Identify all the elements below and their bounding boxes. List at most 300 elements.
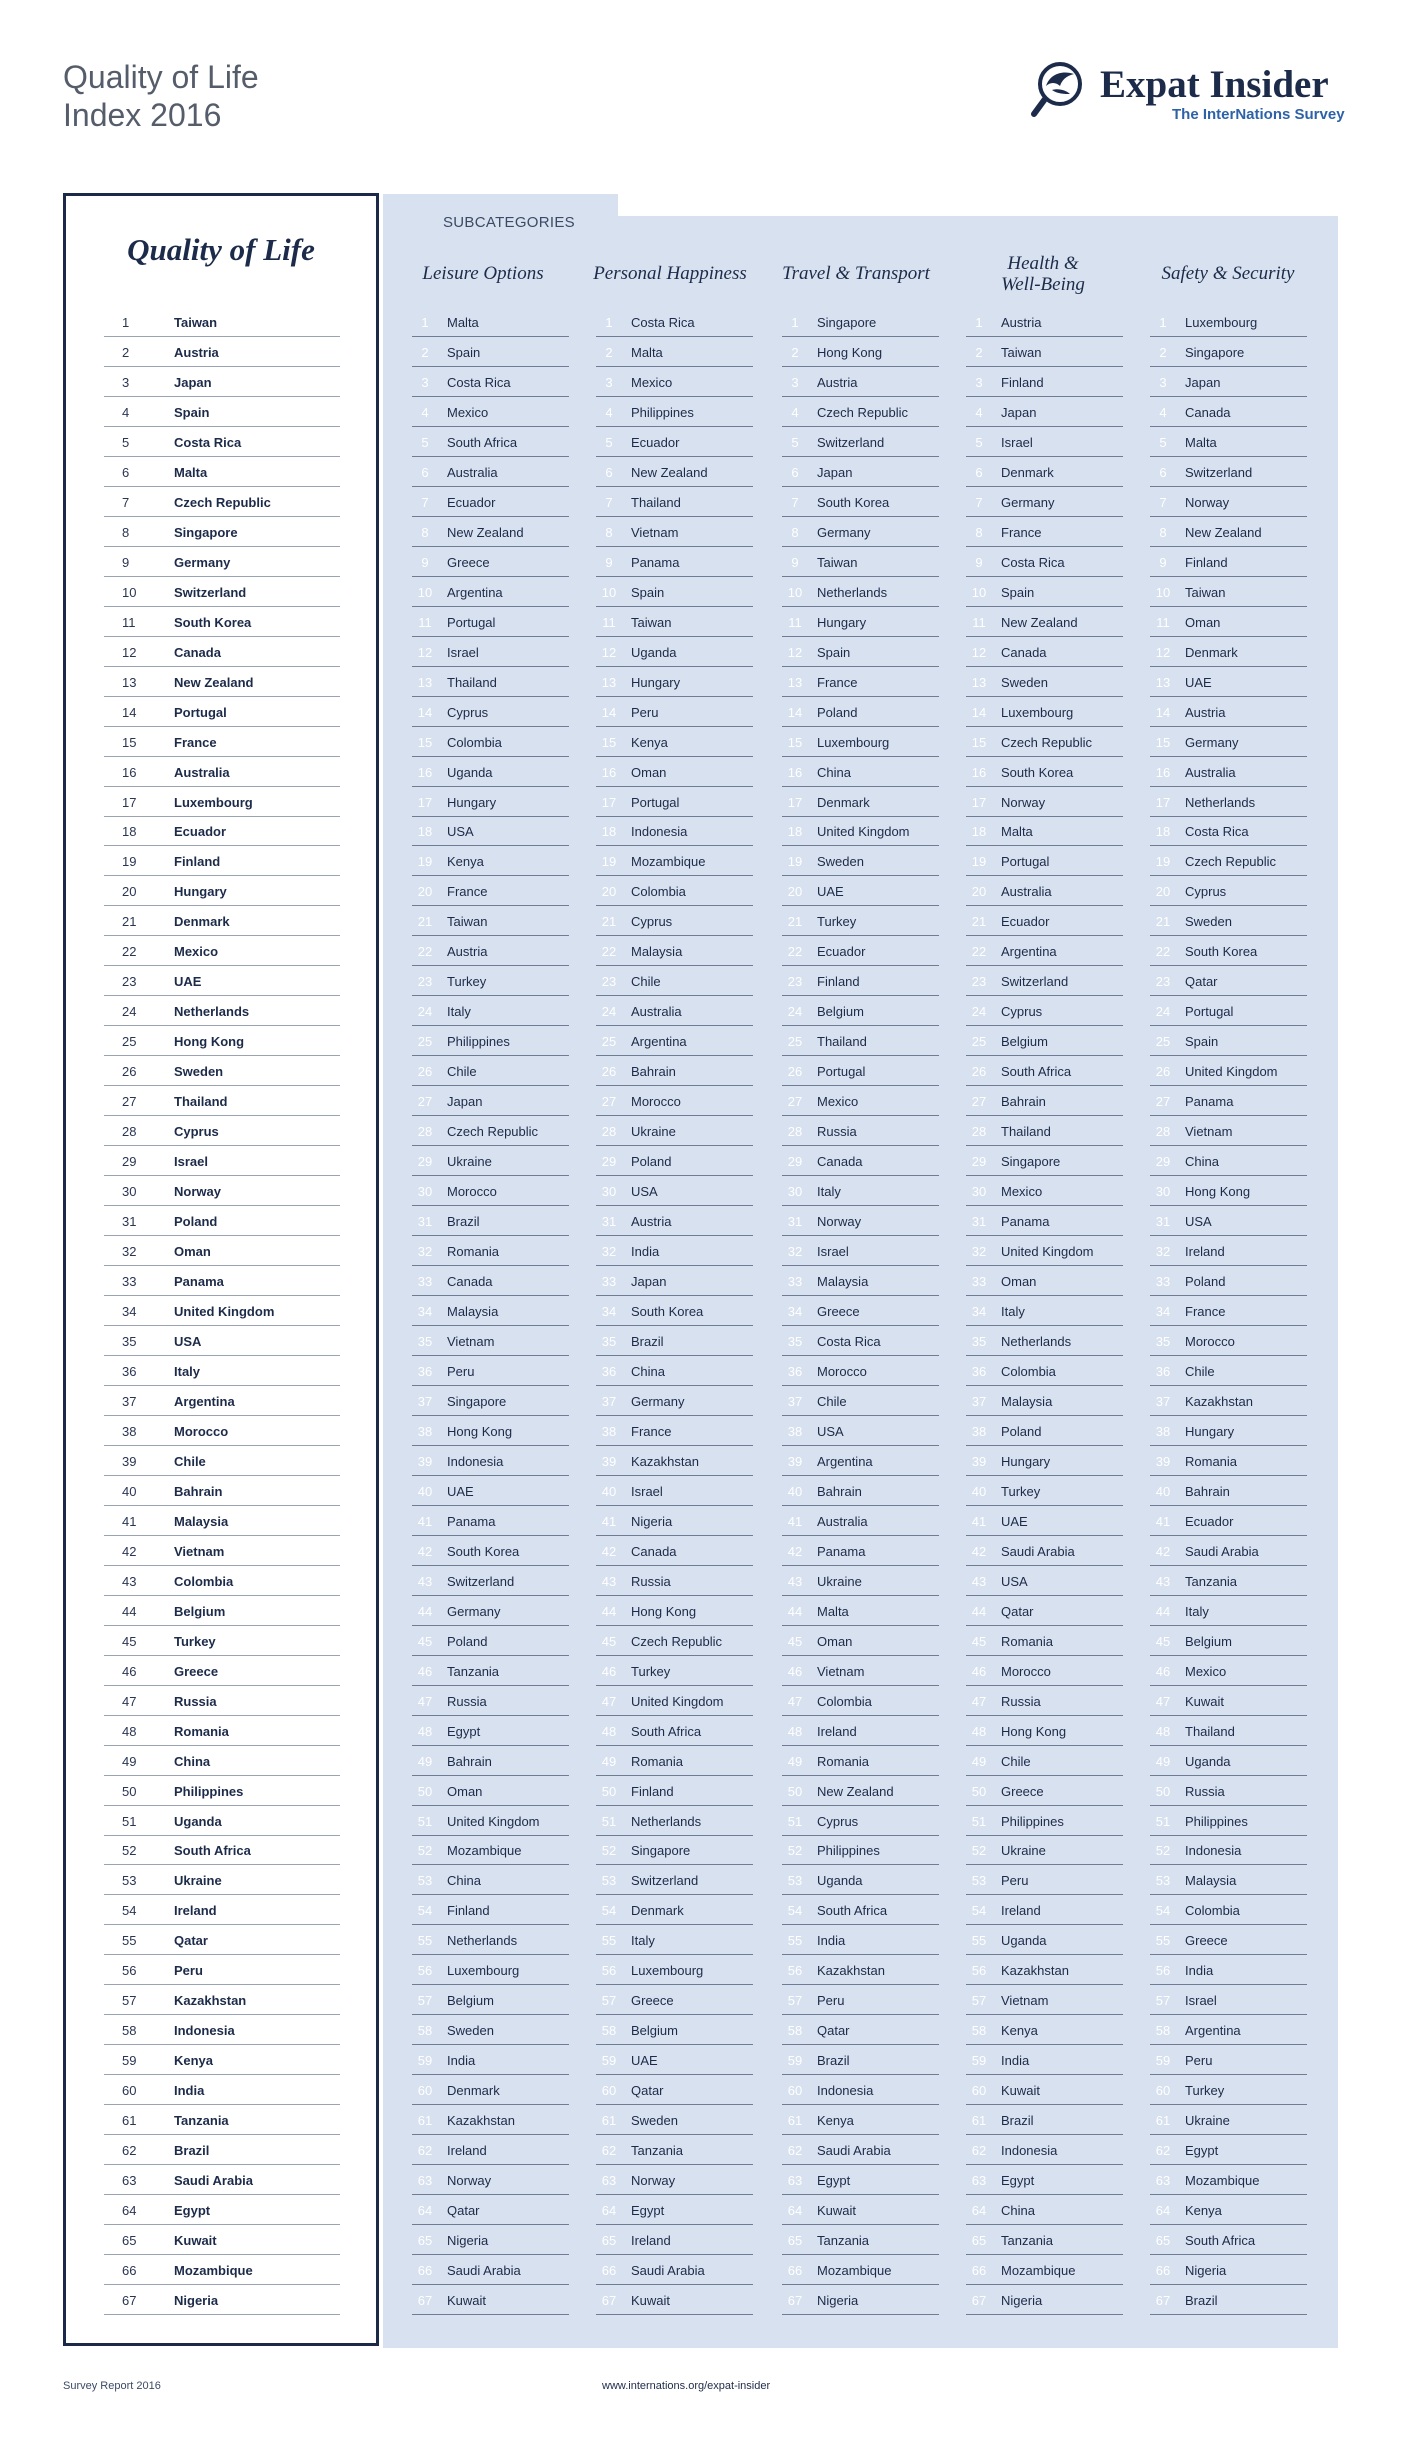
brand-subtitle: The InterNations Survey — [1172, 106, 1345, 123]
country-name: Egypt — [631, 2203, 665, 2219]
rank-number: 48 — [601, 1723, 617, 1739]
subcategory-row — [966, 398, 1123, 427]
rank-number: 48 — [787, 1723, 803, 1739]
country-name: Canada — [817, 1154, 863, 1170]
country-name: Saudi Arabia — [631, 2263, 705, 2279]
subcategory-row — [596, 758, 753, 787]
country-name: Morocco — [817, 1363, 867, 1379]
rank-number: 27 — [1155, 1094, 1171, 1110]
rank-number: 6 — [122, 464, 130, 480]
country-name: Mozambique — [1001, 2263, 1076, 2279]
rank-number: 3 — [791, 374, 799, 390]
subcategory-row — [1150, 2166, 1307, 2195]
rank-number: 54 — [1155, 1903, 1171, 1919]
subcategory-row — [782, 1177, 939, 1206]
subcategory-row — [1150, 338, 1307, 367]
main-ranking-row — [104, 1896, 340, 1925]
subcategory-title-line: Leisure Options — [422, 263, 544, 284]
country-name: Italy — [174, 1363, 201, 1379]
subcategory-row — [966, 877, 1123, 906]
main-ranking-row — [104, 1657, 340, 1686]
rank-number: 62 — [122, 2143, 137, 2159]
rank-number: 43 — [787, 1573, 803, 1589]
main-ranking-row — [104, 1836, 340, 1865]
subcategory-row — [966, 2076, 1123, 2105]
country-name: Sweden — [631, 2113, 678, 2129]
rank-number: 50 — [122, 1783, 137, 1799]
main-ranking-row — [104, 788, 340, 817]
rank-number: 20 — [1155, 884, 1171, 900]
country-name: Colombia — [631, 884, 686, 900]
country-name: Mexico — [817, 1094, 859, 1110]
rank-number: 43 — [122, 1573, 137, 1589]
country-name: UAE — [1001, 1513, 1028, 1529]
rank-number: 48 — [971, 1723, 987, 1739]
country-name: Brazil — [631, 1333, 664, 1349]
country-name: Tanzania — [631, 2143, 684, 2159]
subcategory-row — [596, 2046, 753, 2075]
main-ranking-row — [104, 1926, 340, 1955]
country-name: Hong Kong — [447, 1423, 513, 1439]
rank-number: 55 — [787, 1933, 803, 1949]
rank-number: 2 — [975, 344, 983, 360]
country-name: Japan — [817, 464, 853, 480]
country-name: Germany — [174, 554, 231, 570]
subcategory-row — [412, 847, 569, 876]
country-name: Israel — [174, 1154, 208, 1170]
rank-number: 57 — [601, 1993, 617, 2009]
country-name: Hong Kong — [174, 1034, 245, 1050]
subcategory-row — [966, 1627, 1123, 1656]
subcategory-row — [782, 1926, 939, 1955]
country-name: Peru — [174, 1963, 203, 1979]
rank-number: 45 — [601, 1633, 617, 1649]
rank-number: 29 — [122, 1154, 137, 1170]
subcategory-row — [596, 1297, 753, 1326]
country-name: Oman — [1001, 1274, 1037, 1290]
subcategory-row — [966, 1147, 1123, 1176]
subcategory-row — [596, 877, 753, 906]
subcategory-row — [1150, 1836, 1307, 1865]
rank-number: 60 — [601, 2083, 617, 2099]
main-ranking-row — [104, 1057, 340, 1086]
rank-number: 22 — [417, 944, 433, 960]
country-name: Czech Republic — [174, 494, 271, 510]
main-ranking-row — [104, 1387, 340, 1416]
country-name: Australia — [817, 1513, 868, 1529]
rank-number: 23 — [417, 974, 433, 990]
rank-number: 52 — [787, 1843, 803, 1859]
rank-number: 26 — [1155, 1064, 1171, 1080]
country-name: Luxembourg — [1185, 315, 1258, 330]
country-name: Taiwan — [631, 614, 672, 630]
rank-number: 10 — [601, 584, 617, 600]
subcategory-row — [596, 398, 753, 427]
subcategory-row — [966, 1687, 1123, 1716]
subcategory-row — [412, 1986, 569, 2015]
rank-number: 54 — [601, 1903, 617, 1919]
rank-number: 9 — [975, 554, 983, 570]
rank-number: 23 — [601, 974, 617, 990]
rank-number: 40 — [417, 1483, 433, 1499]
subcategory-title — [393, 263, 573, 284]
country-name: Taiwan — [447, 914, 488, 930]
rank-number: 58 — [971, 2023, 987, 2039]
subcategory-row — [1150, 1117, 1307, 1146]
main-ranking-row — [104, 488, 340, 517]
country-name: Portugal — [1185, 1004, 1234, 1020]
country-name: South Korea — [1001, 764, 1074, 780]
country-name: Thailand — [1001, 1124, 1051, 1140]
country-name: Finland — [1185, 554, 1228, 570]
rank-number: 7 — [122, 494, 130, 510]
rank-number: 42 — [787, 1543, 803, 1559]
rank-number: 51 — [122, 1813, 137, 1829]
rank-number: 32 — [601, 1244, 617, 1260]
rank-number: 23 — [1155, 974, 1171, 990]
rank-number: 49 — [601, 1753, 617, 1769]
main-ranking-row — [104, 1627, 340, 1656]
rank-number: 1 — [605, 315, 613, 330]
rank-number: 41 — [122, 1513, 137, 1529]
rank-number: 16 — [971, 764, 987, 780]
rank-number: 67 — [787, 2293, 803, 2309]
main-ranking-row — [104, 428, 340, 457]
country-name: Ukraine — [631, 1124, 676, 1140]
rank-number: 44 — [787, 1603, 803, 1619]
rank-number: 63 — [1155, 2173, 1171, 2189]
rank-number: 11 — [1156, 614, 1170, 630]
subcategory-row — [412, 1717, 569, 1746]
subcategory-row — [966, 1267, 1123, 1296]
country-name: India — [447, 2053, 476, 2069]
country-name: Mozambique — [817, 2263, 892, 2279]
country-name: Ireland — [1001, 1903, 1041, 1919]
subcategory-row — [1150, 2076, 1307, 2105]
country-name: Bahrain — [447, 1753, 492, 1769]
country-name: Ecuador — [631, 434, 680, 450]
subcategory-row — [1150, 308, 1307, 337]
country-name: USA — [1001, 1573, 1028, 1589]
country-name: Qatar — [817, 2023, 850, 2039]
subcategories-label: SUBCATEGORIES — [443, 214, 575, 231]
rank-number: 4 — [1159, 404, 1167, 420]
country-name: Malaysia — [817, 1274, 869, 1290]
rank-number: 45 — [971, 1633, 987, 1649]
subcategory-row — [1150, 458, 1307, 487]
main-ranking-row — [104, 847, 340, 876]
rank-number: 17 — [1155, 794, 1171, 810]
subcategory-row — [782, 2016, 939, 2045]
country-name: Cyprus — [174, 1124, 219, 1140]
subcategory-row — [1150, 1717, 1307, 1746]
rank-number: 32 — [417, 1244, 433, 1260]
country-name: Singapore — [1001, 1154, 1061, 1170]
subcategory-row — [1150, 1417, 1307, 1446]
subcategory-title — [766, 263, 946, 284]
rank-number: 21 — [1155, 914, 1171, 930]
main-ranking-row — [104, 1027, 340, 1056]
subcategory-row — [596, 1057, 753, 1086]
country-name: Qatar — [631, 2083, 664, 2099]
country-name: Vietnam — [1001, 1993, 1049, 2009]
subcategory-row — [596, 1267, 753, 1296]
subcategory-row — [596, 488, 753, 517]
rank-number: 54 — [417, 1903, 433, 1919]
rank-number: 31 — [1155, 1214, 1171, 1230]
subcategory-row — [966, 1117, 1123, 1146]
country-name: Panama — [1185, 1094, 1234, 1110]
country-name: Morocco — [174, 1423, 229, 1439]
subcategory-row — [966, 817, 1123, 846]
main-ranking-row — [104, 368, 340, 397]
main-ranking-row — [104, 608, 340, 637]
rank-number: 14 — [1155, 704, 1171, 720]
rank-number: 30 — [417, 1184, 433, 1200]
subcategory-row — [1150, 1297, 1307, 1326]
main-ranking-row — [104, 458, 340, 487]
country-name: Argentina — [1001, 944, 1057, 960]
country-name: Belgium — [1185, 1633, 1232, 1649]
subcategory-row — [412, 608, 569, 637]
rank-number: 48 — [1155, 1723, 1171, 1739]
country-name: Australia — [174, 764, 230, 780]
subcategory-row — [966, 1896, 1123, 1925]
rank-number: 39 — [122, 1453, 137, 1469]
main-ranking-row — [104, 758, 340, 787]
main-ranking-row — [104, 1417, 340, 1446]
main-ranking-row — [104, 1747, 340, 1776]
rank-number: 56 — [971, 1963, 987, 1979]
main-ranking-row — [104, 1687, 340, 1716]
rank-number: 49 — [971, 1753, 987, 1769]
subcategory-row — [966, 698, 1123, 727]
country-name: Cyprus — [1001, 1004, 1043, 1020]
country-name: UAE — [631, 2053, 658, 2069]
rank-number: 22 — [787, 944, 803, 960]
rank-number: 12 — [601, 644, 617, 660]
rank-number: 53 — [417, 1873, 433, 1889]
subcategory-row — [412, 1207, 569, 1236]
country-name: United Kingdom — [1001, 1244, 1094, 1260]
country-name: New Zealand — [631, 464, 708, 480]
rank-number: 25 — [601, 1034, 617, 1050]
country-name: Brazil — [817, 2053, 850, 2069]
rank-number: 21 — [787, 914, 803, 930]
country-name: Peru — [1185, 2053, 1213, 2069]
rank-number: 21 — [971, 914, 987, 930]
rank-number: 2 — [791, 344, 799, 360]
subcategory-row — [596, 1357, 753, 1386]
subcategory-row — [966, 1926, 1123, 1955]
country-name: Poland — [174, 1214, 218, 1230]
country-name: Spain — [174, 404, 210, 420]
rank-number: 24 — [787, 1004, 803, 1020]
country-name: Thailand — [1185, 1723, 1235, 1739]
country-name: Indonesia — [631, 824, 688, 840]
rank-number: 64 — [601, 2203, 617, 2219]
subcategory-row — [966, 308, 1123, 337]
subcategory-row — [412, 398, 569, 427]
subcategory-row — [596, 1926, 753, 1955]
country-name: Canada — [1001, 644, 1047, 660]
subcategory-row — [1150, 1147, 1307, 1176]
main-ranking-row — [104, 2166, 340, 2195]
subcategory-row — [782, 398, 939, 427]
subcategory-row — [412, 1836, 569, 1865]
subcategory-row — [782, 1807, 939, 1836]
subcategory-row — [412, 907, 569, 936]
country-name: Russia — [1001, 1693, 1041, 1709]
country-name: Tanzania — [174, 2113, 229, 2129]
rank-number: 7 — [975, 494, 983, 510]
subcategory-row — [412, 1297, 569, 1326]
subcategory-row — [782, 368, 939, 397]
rank-number: 20 — [417, 884, 433, 900]
country-name: United Kingdom — [817, 824, 910, 840]
rank-number: 41 — [1155, 1513, 1171, 1529]
rank-number: 26 — [122, 1064, 137, 1080]
main-ranking-row — [104, 2286, 340, 2315]
rank-number: 26 — [787, 1064, 803, 1080]
country-name: Argentina — [631, 1034, 687, 1050]
country-name: Malta — [1185, 434, 1217, 450]
country-name: Chile — [1001, 1753, 1031, 1769]
subcategory-row — [1150, 578, 1307, 607]
rank-number: 56 — [417, 1963, 433, 1979]
subcategory-row — [596, 937, 753, 966]
rank-number: 25 — [122, 1034, 137, 1050]
rank-number: 52 — [417, 1843, 433, 1859]
rank-number: 46 — [417, 1663, 433, 1679]
country-name: Ukraine — [1185, 2113, 1230, 2129]
country-name: Hungary — [1001, 1453, 1051, 1469]
rank-number: 61 — [787, 2113, 803, 2129]
subcategory-row — [1150, 1387, 1307, 1416]
country-name: Hungary — [817, 614, 867, 630]
main-ranking-row — [104, 1777, 340, 1806]
country-name: Sweden — [1001, 674, 1048, 690]
subcategory-title-line: Health & — [1007, 253, 1079, 274]
country-name: UAE — [174, 974, 202, 990]
main-ranking-row — [104, 2226, 340, 2255]
rank-number: 56 — [1155, 1963, 1171, 1979]
main-ranking-row — [104, 728, 340, 757]
rank-number: 43 — [971, 1573, 987, 1589]
rank-number: 32 — [971, 1244, 987, 1260]
country-name: UAE — [1185, 674, 1212, 690]
rank-number: 7 — [791, 494, 799, 510]
rank-number: 61 — [417, 2113, 433, 2129]
country-name: USA — [174, 1333, 202, 1349]
rank-number: 19 — [971, 854, 987, 870]
country-name: South Africa — [1001, 1064, 1072, 1080]
country-name: South Korea — [817, 494, 890, 510]
country-name: Morocco — [1001, 1663, 1051, 1679]
subcategory-row — [1150, 1807, 1307, 1836]
subcategory-row — [1150, 2046, 1307, 2075]
rank-number: 19 — [787, 854, 803, 870]
country-name: Hong Kong — [631, 1603, 697, 1619]
country-name: Luxembourg — [817, 734, 890, 750]
rank-number: 12 — [971, 644, 987, 660]
country-name: Taiwan — [1001, 344, 1042, 360]
country-name: United Kingdom — [174, 1304, 275, 1319]
subcategory-row — [596, 907, 753, 936]
subcategory-row — [782, 518, 939, 547]
country-name: Uganda — [631, 644, 677, 660]
rank-number: 61 — [1155, 2113, 1171, 2129]
country-name: Taiwan — [174, 315, 218, 330]
subcategory-row — [412, 1567, 569, 1596]
subcategory-row — [596, 2016, 753, 2045]
country-name: Norway — [631, 2173, 676, 2189]
rank-number: 36 — [122, 1363, 137, 1379]
country-name: Sweden — [1185, 914, 1232, 930]
subcategory-row — [966, 1297, 1123, 1326]
rank-number: 37 — [122, 1393, 137, 1409]
country-name: Panama — [631, 554, 680, 570]
country-name: Oman — [174, 1244, 211, 1260]
rank-number: 42 — [417, 1543, 433, 1559]
main-ranking-row — [104, 2256, 340, 2285]
country-name: Hungary — [174, 884, 227, 900]
subcategory-row — [782, 608, 939, 637]
rank-number: 34 — [787, 1304, 803, 1319]
main-ranking-row — [104, 638, 340, 667]
subcategory-row — [966, 638, 1123, 667]
subcategory-row — [596, 2166, 753, 2195]
country-name: Israel — [447, 644, 479, 660]
country-name: Hong Kong — [817, 344, 883, 360]
subcategory-row — [782, 578, 939, 607]
country-name: Luxembourg — [447, 1963, 520, 1979]
rank-number: 20 — [971, 884, 987, 900]
country-name: Bahrain — [1185, 1483, 1230, 1499]
country-name: New Zealand — [447, 524, 524, 540]
country-name: Netherlands — [174, 1004, 250, 1020]
subcategory-row — [782, 1237, 939, 1266]
subcategory-row — [596, 2106, 753, 2135]
rank-number: 38 — [601, 1423, 617, 1439]
country-name: Norway — [1001, 794, 1046, 810]
subcategory-row — [596, 967, 753, 996]
country-name: New Zealand — [1001, 614, 1078, 630]
rank-number: 28 — [601, 1124, 617, 1140]
subcategory-row — [412, 1627, 569, 1656]
rank-number: 22 — [1155, 944, 1171, 960]
rank-number: 43 — [601, 1573, 617, 1589]
country-name: Ukraine — [447, 1154, 492, 1170]
country-name: Sweden — [174, 1064, 224, 1080]
rank-number: 39 — [971, 1453, 987, 1469]
country-name: Turkey — [631, 1663, 671, 1679]
subcategory-row — [966, 1417, 1123, 1446]
rank-number: 50 — [601, 1783, 617, 1799]
country-name: Hong Kong — [1185, 1184, 1251, 1200]
country-name: Ukraine — [174, 1873, 222, 1889]
subcategory-row — [1150, 668, 1307, 697]
country-name: Kuwait — [817, 2203, 857, 2219]
rank-number: 47 — [601, 1693, 617, 1709]
country-name: South Africa — [817, 1903, 888, 1919]
rank-number: 62 — [601, 2143, 617, 2159]
country-name: USA — [817, 1423, 844, 1439]
country-name: Cyprus — [631, 914, 673, 930]
country-name: Ecuador — [1185, 1513, 1234, 1529]
rank-number: 36 — [601, 1363, 617, 1379]
rank-number: 24 — [417, 1004, 433, 1020]
